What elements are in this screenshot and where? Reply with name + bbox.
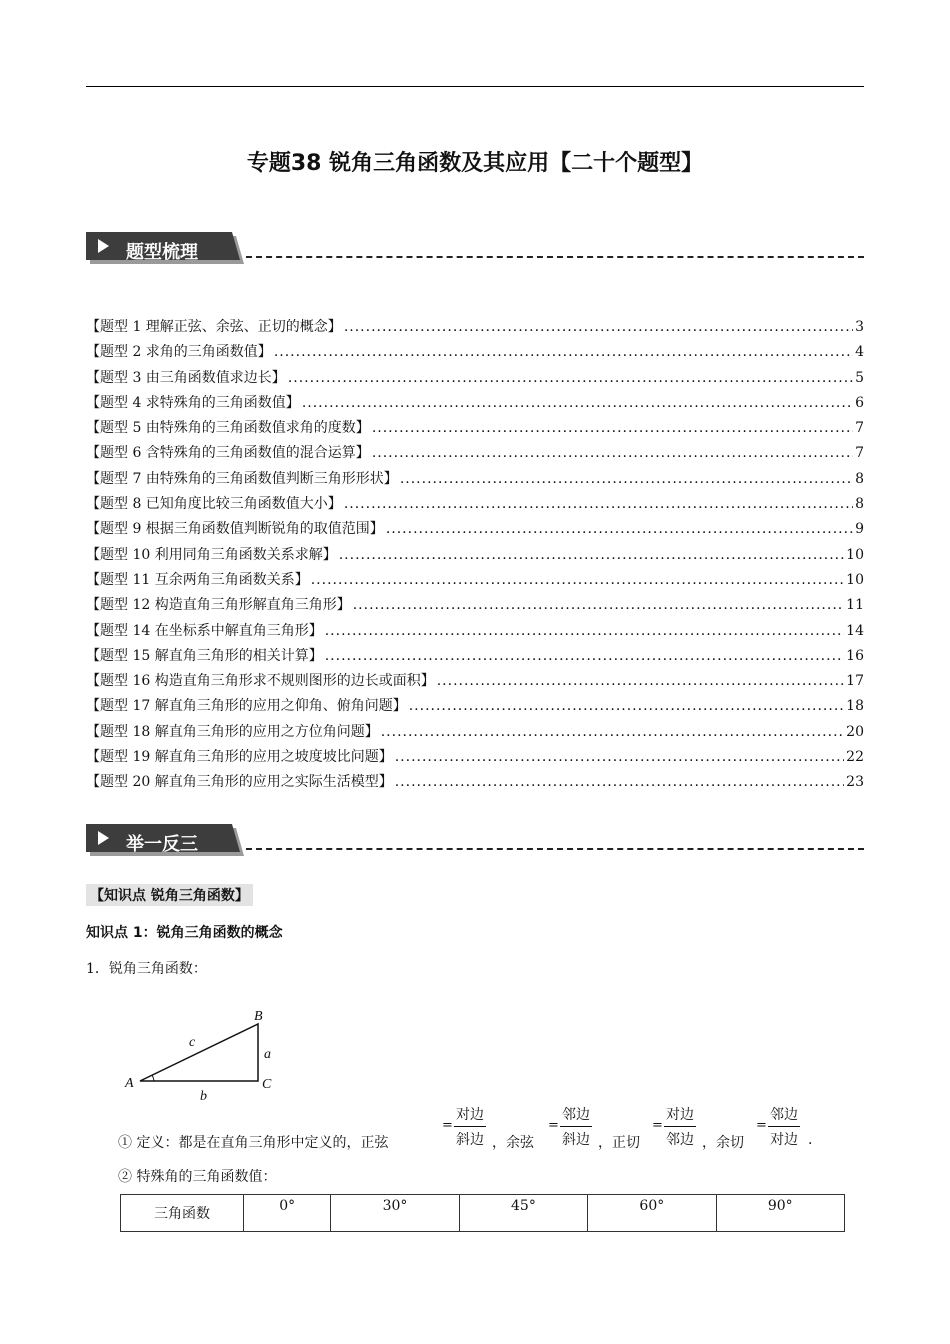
tangent-word: ，正切 <box>598 1135 640 1151</box>
top-rule <box>86 86 864 87</box>
table-header-cell: 30° <box>331 1195 459 1232</box>
section-label: 题型梳理 <box>126 242 198 263</box>
label-B: B <box>254 1009 263 1024</box>
table-header-cell: 90° <box>716 1195 844 1232</box>
toc-item[interactable]: 【题型 15 解直角三角形的相关计算】 ..... 16 <box>86 645 864 670</box>
toc-item[interactable]: 【题型 12 构造直角三角形解直角三角形】 ..... 11 <box>86 594 864 619</box>
table-of-contents <box>86 316 864 797</box>
label-c: c <box>189 1035 196 1050</box>
cotangent-word: ，余切 <box>702 1135 744 1151</box>
equals-sign: = <box>548 1118 559 1133</box>
angle-mark <box>152 1075 154 1081</box>
item-heading: 1．锐角三角函数： <box>86 961 207 977</box>
toc-item[interactable]: 【题型 17 解直角三角形的应用之仰角、俯角问题】 ..... 18 <box>86 695 864 720</box>
table-header-cell: 60° <box>588 1195 716 1232</box>
table-row <box>121 1195 845 1232</box>
toc-item[interactable]: 【题型 5 由特殊角的三角函数值求角的度数】 ..... 7 <box>86 417 864 442</box>
toc-item[interactable]: 【题型 8 已知角度比较三角函数值大小】 ..... 8 <box>86 493 864 518</box>
section-label: 举一反三 <box>126 834 198 855</box>
toc-item[interactable]: 【题型 9 根据三角函数值判断锐角的取值范围】 ..... 9 <box>86 518 864 543</box>
knowledge-point-tag: 【知识点 锐角三角函数】 <box>86 884 253 906</box>
toc-item[interactable]: 【题型 20 解直角三角形的应用之实际生活模型】 ..... 23 <box>86 771 864 796</box>
toc-item[interactable]: 【题型 14 在坐标系中解直角三角形】 ..... 14 <box>86 620 864 645</box>
toc-item[interactable]: 【题型 11 互余两角三角函数关系】 ..... 10 <box>86 569 864 594</box>
cosine-word: ，余弦 <box>492 1135 534 1151</box>
toc-item[interactable]: 【题型 18 解直角三角形的应用之方位角问题】 ..... 20 <box>86 721 864 746</box>
toc-item[interactable]: 【题型 2 求角的三角函数值】 ..... 4 <box>86 341 864 366</box>
equals-sign: = <box>756 1118 767 1133</box>
document-title: 专题38 锐角三角函数及其应用【二十个题型】 <box>246 151 704 176</box>
definition-end: . <box>808 1132 813 1148</box>
equals-sign: = <box>442 1118 453 1133</box>
cosine-fraction: 邻边 斜边 <box>560 1104 592 1149</box>
dashed-divider <box>246 848 864 850</box>
label-a: a <box>264 1047 271 1062</box>
toc-item[interactable]: 【题型 7 由特殊角的三角函数值判断三角形形状】 ..... 8 <box>86 468 864 493</box>
sine-fraction: 对边 斜边 <box>454 1104 486 1149</box>
toc-item[interactable]: 【题型 1 理解正弦、余弦、正切的概念】 ..... 3 <box>86 316 864 341</box>
label-b: b <box>200 1089 207 1102</box>
toc-item[interactable]: 【题型 19 解直角三角形的应用之坡度坡比问题】 ..... 22 <box>86 746 864 771</box>
toc-item[interactable]: 【题型 4 求特殊角的三角函数值】 ..... 6 <box>86 392 864 417</box>
right-triangle-figure <box>118 1002 288 1102</box>
cotangent-fraction: 邻边 对边 <box>768 1104 800 1149</box>
definition-line <box>118 1104 878 1152</box>
tangent-fraction: 对边 邻边 <box>664 1104 696 1149</box>
item-heading: ② 特殊角的三角函数值： <box>118 1169 277 1185</box>
definition-prefix: ① 定义：都是在直角三角形中定义的，正弦 <box>118 1135 389 1151</box>
label-C: C <box>262 1077 272 1092</box>
label-A: A <box>125 1076 134 1091</box>
table-header-cell: 0° <box>244 1195 331 1232</box>
toc-item[interactable]: 【题型 6 含特殊角的三角函数值的混合运算】 ..... 7 <box>86 442 864 467</box>
special-angle-table <box>120 1194 845 1232</box>
equals-sign: = <box>652 1118 663 1133</box>
toc-item[interactable]: 【题型 10 利用同角三角函数关系求解】 ..... 10 <box>86 544 864 569</box>
toc-item[interactable]: 【题型 16 构造直角三角形求不规则图形的边长或面积】 ..... 17 <box>86 670 864 695</box>
section-header-practice <box>86 824 864 864</box>
toc-item[interactable]: 【题型 3 由三角函数值求边长】 ..... 5 <box>86 367 864 392</box>
dashed-divider <box>246 256 864 258</box>
table-header-cell: 三角函数 <box>121 1195 244 1232</box>
triangle-shape <box>140 1024 258 1081</box>
knowledge-point-title: 知识点 1：锐角三角函数的概念 <box>86 925 283 941</box>
table-header-cell: 45° <box>459 1195 587 1232</box>
section-header-question-types <box>86 232 864 272</box>
